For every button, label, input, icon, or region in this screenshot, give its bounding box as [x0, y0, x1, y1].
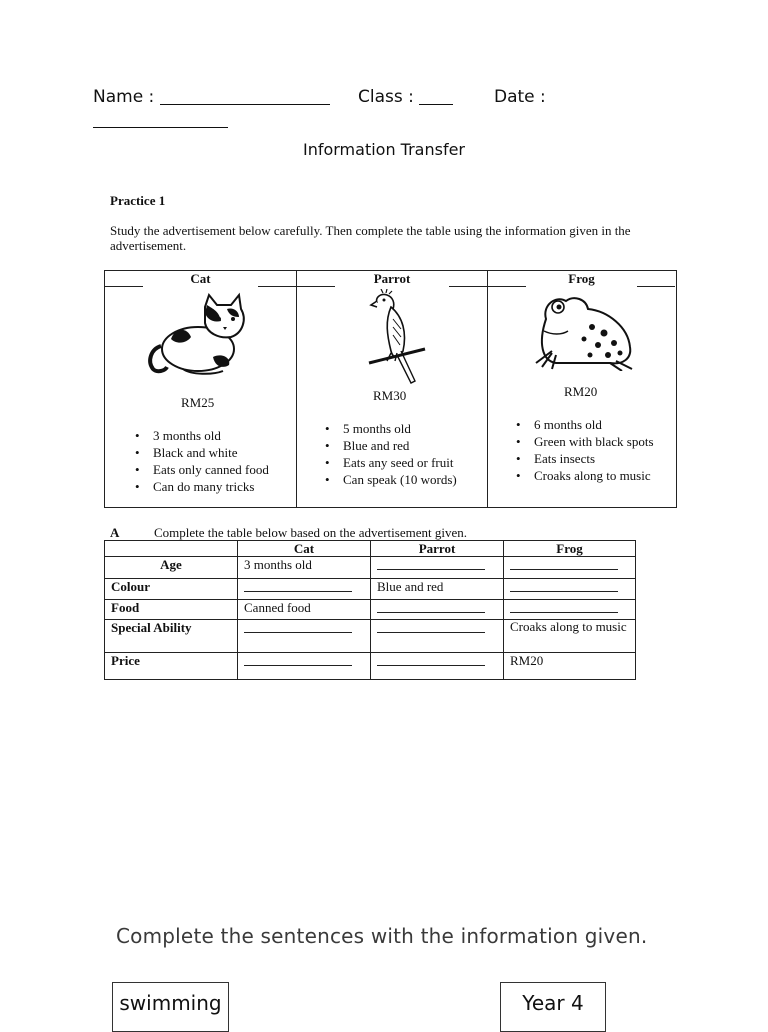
cell-food-frog[interactable]	[504, 600, 636, 620]
cell-food-cat: Canned food	[238, 600, 371, 620]
ad-heading-cat: Cat	[105, 271, 296, 287]
advertisement-box	[104, 270, 677, 508]
answer-blank[interactable]	[377, 557, 485, 570]
feature-item: • Eats insects	[512, 450, 654, 467]
feature-item: • Eats any seed or fruit	[321, 454, 457, 471]
table-row	[105, 600, 636, 620]
ad-price-frog: RM20	[564, 384, 598, 399]
ad-heading-parrot: Parrot	[297, 271, 487, 287]
class-blank[interactable]	[419, 87, 453, 105]
cell-price-cat[interactable]	[238, 653, 371, 680]
answer-table	[104, 540, 636, 680]
name-blank[interactable]	[160, 87, 330, 105]
practice-instruction: Study the advertisement below carefully. Then complete the table using the information given in the advertisement.	[110, 223, 631, 253]
section-a-letter: A	[110, 525, 120, 540]
table-row	[105, 579, 636, 600]
cell-ability-parrot[interactable]	[371, 620, 504, 653]
answer-blank[interactable]	[244, 653, 352, 666]
ad-price-parrot: RM30	[373, 388, 407, 403]
cell-price-frog: RM20	[504, 653, 636, 680]
section-a-heading	[110, 525, 467, 541]
table-header-cat: Cat	[238, 541, 371, 557]
parrot-icon	[363, 289, 433, 389]
cell-age-parrot[interactable]	[371, 557, 504, 579]
ad-features-parrot	[321, 420, 457, 488]
class-label: Class :	[358, 87, 414, 107]
table-row	[105, 620, 636, 653]
answer-blank[interactable]	[377, 600, 485, 613]
ad-column-frog	[488, 271, 675, 507]
cell-food-parrot[interactable]	[371, 600, 504, 620]
cell-price-parrot[interactable]	[371, 653, 504, 680]
row-label-special-ability: Special Ability	[105, 620, 238, 653]
feature-item: • Can do many tricks	[131, 478, 269, 495]
ad-features-frog	[512, 416, 654, 484]
answer-blank[interactable]	[510, 579, 618, 592]
date-label: Date :	[494, 87, 546, 107]
section-a-instruction: Complete the table below based on the advertisement given.	[154, 525, 467, 540]
answer-blank[interactable]	[377, 620, 485, 633]
answer-blank[interactable]	[510, 600, 618, 613]
feature-item: • Green with black spots	[512, 433, 654, 450]
row-label-food: Food	[105, 600, 238, 620]
ad-column-cat	[105, 271, 297, 507]
cell-age-cat: 3 months old	[238, 557, 371, 579]
cat-icon	[143, 291, 253, 381]
word-card-label: swimming	[119, 991, 222, 1015]
word-card-year4	[500, 982, 606, 1032]
feature-item: • Can speak (10 words)	[321, 471, 457, 488]
feature-item: • Blue and red	[321, 437, 457, 454]
cell-colour-cat[interactable]	[238, 579, 371, 600]
feature-item: • Croaks along to music	[512, 467, 654, 484]
feature-item: • Black and white	[131, 444, 269, 461]
word-card-swimming	[112, 982, 229, 1032]
ad-price-cat: RM25	[181, 395, 215, 410]
name-label: Name :	[93, 87, 155, 107]
feature-item: • Eats only canned food	[131, 461, 269, 478]
feature-item: • 3 months old	[131, 427, 269, 444]
table-row	[105, 557, 636, 579]
class-field	[358, 87, 453, 107]
table-row	[105, 653, 636, 680]
table-header-blank	[105, 541, 238, 557]
page-title: Information Transfer	[302, 140, 466, 159]
cell-colour-parrot: Blue and red	[371, 579, 504, 600]
cell-age-frog[interactable]	[504, 557, 636, 579]
table-header-frog: Frog	[504, 541, 636, 557]
answer-blank[interactable]	[244, 579, 352, 592]
cell-ability-frog: Croaks along to music	[504, 620, 636, 653]
ad-features-cat	[131, 427, 269, 495]
ad-heading-frog: Frog	[488, 271, 675, 287]
ad-column-parrot	[297, 271, 488, 507]
cell-colour-frog[interactable]	[504, 579, 636, 600]
table-header-row	[105, 541, 636, 557]
cell-ability-cat[interactable]	[238, 620, 371, 653]
date-field	[494, 87, 546, 107]
row-label-age: Age	[105, 557, 238, 579]
answer-blank[interactable]	[244, 620, 352, 633]
word-card-label: Year 4	[522, 991, 584, 1015]
answer-blank[interactable]	[510, 557, 618, 570]
feature-item: • 6 months old	[512, 416, 654, 433]
row-label-colour: Colour	[105, 579, 238, 600]
date-blank[interactable]	[93, 112, 228, 128]
answer-blank[interactable]	[377, 653, 485, 666]
table-header-parrot: Parrot	[371, 541, 504, 557]
bottom-instruction: Complete the sentences with the information given.	[116, 924, 648, 948]
row-label-price: Price	[105, 653, 238, 680]
frog-icon	[532, 291, 642, 371]
practice-heading: Practice 1	[110, 193, 166, 208]
name-field	[93, 87, 330, 107]
feature-item: • 5 months old	[321, 420, 457, 437]
